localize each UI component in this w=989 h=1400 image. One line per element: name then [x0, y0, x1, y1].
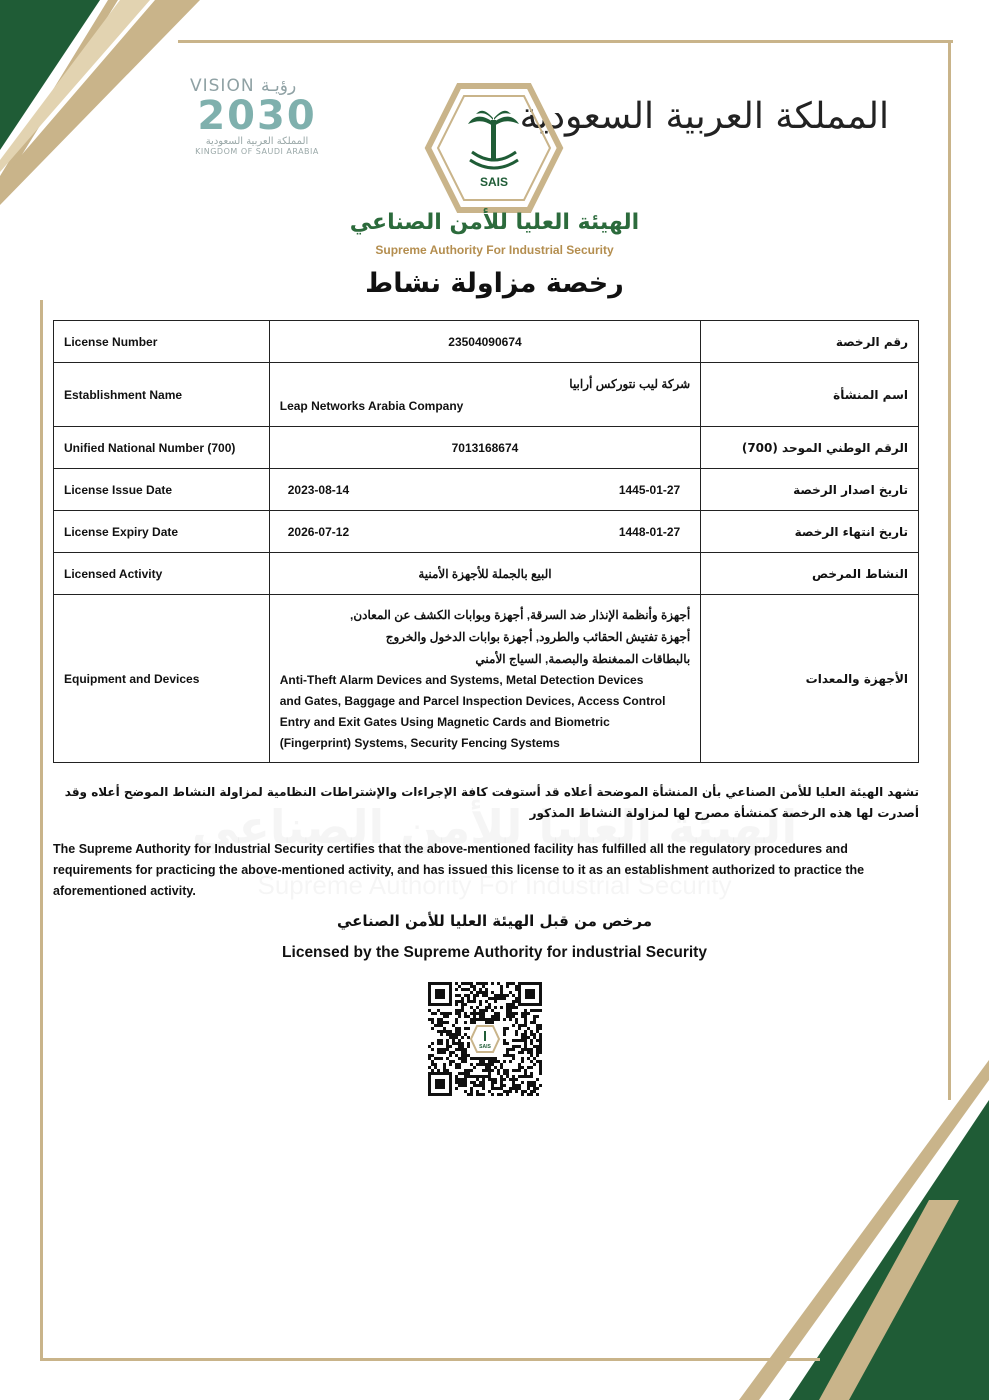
equipment-value-ar: [280, 604, 690, 670]
kingdom-title: المملكة العربية السعودية: [519, 96, 889, 137]
equipment-ar-line: بالبطاقات الممغنطة والبصمة, السياج الأمني: [475, 651, 691, 666]
licensed-by-en: Licensed by the Supreme Authority for industrial Security: [282, 944, 707, 961]
table-row-license-number: [54, 321, 919, 363]
table-row-activity: [54, 553, 919, 595]
equipment-en-line: (Fingerprint) Systems, Security Fencing Systems: [279, 735, 560, 750]
unified-number-value: 7013168674: [269, 427, 700, 469]
activity-value: البيع بالجملة للأجهزة الأمنية: [269, 553, 700, 595]
expiry-date-hijri: 1448-01-27: [618, 524, 681, 539]
vision-year: 2030: [197, 93, 317, 139]
table-row-establishment: [54, 363, 919, 427]
frame-top-line: [178, 40, 953, 43]
activity-label-ar: النشاط المرخص: [701, 553, 919, 595]
unified-number-label-ar: الرقم الوطني الموحد (700): [701, 427, 919, 469]
frame-bottom-line: [40, 1358, 820, 1361]
certification-text-ar: تشهد الهيئة العليا للأمن الصناعي بأن المنشأة الموضحة أعلاه قد أستوفت كافة الإجراءات والإشتراطات النظامية لمزاولة النشاط الموضح أعلاه وقد أصدرت لها هذه الرخصة كمنشأة مصرح لها لمزاولة النشاط المذكور: [64, 785, 919, 820]
license-number-label: License Number: [54, 321, 270, 363]
establishment-value-en: Leap Networks Arabia Company: [279, 398, 464, 413]
issue-date-label-ar: تاريخ اصدار الرخصة: [701, 469, 919, 511]
expiry-date-gregorian: 2026-07-12: [287, 524, 350, 539]
issue-date-value: [269, 469, 700, 511]
equipment-value: [269, 595, 700, 763]
establishment-label: Establishment Name: [54, 363, 270, 427]
equipment-value-en: [280, 670, 690, 754]
vision-country-ar: المملكة العربية السعودية: [205, 136, 309, 147]
equipment-en-line: Anti-Theft Alarm Devices and Systems, Metal Detection Devices: [279, 672, 644, 687]
activity-label: Licensed Activity: [54, 553, 270, 595]
certification-text-en: The Supreme Authority for Industrial Security certifies that the above-mentioned facility has fulfilled all the regulatory procedures and requirements for practicing the above-mentioned activity, and has issued this license to it as an establishment authorized to practice the aforementioned activity.: [53, 842, 865, 898]
equipment-en-line: Entry and Exit Gates Using Magnetic Cards and Biometric: [279, 714, 610, 729]
equipment-label: Equipment and Devices: [54, 595, 270, 763]
vision-2030-logo: [182, 76, 332, 172]
equipment-ar-line: أجهزة تفتيش الحقائب والطرود, أجهزة بوابات الدخول والخروج: [385, 629, 691, 644]
expiry-date-label-ar: تاريخ انتهاء الرخصة: [701, 511, 919, 553]
emblem-label: SAIS: [479, 175, 509, 189]
frame-right-line: [948, 40, 951, 1100]
qr-center-label: SAIS: [479, 1044, 491, 1050]
vision-country-en: KINGDOM OF SAUDI ARABIA: [195, 147, 319, 156]
establishment-value: [269, 363, 700, 427]
table-row-equipment: [54, 595, 919, 763]
unified-number-label: Unified National Number (700): [54, 427, 270, 469]
licensed-by-ar: مرخص من قبل الهيئة العليا للأمن الصناعي: [336, 912, 653, 930]
license-number-label-ar: رقم الرخصة: [701, 321, 919, 363]
org-name-en: Supreme Authority For Industrial Security: [375, 243, 614, 257]
license-number-value: 23504090674: [269, 321, 700, 363]
vision-label: VISION: [190, 76, 255, 96]
qr-code-icon: [428, 982, 542, 1096]
top-left-corner-decoration: [0, 0, 200, 210]
establishment-label-ar: اسم المنشأة: [701, 363, 919, 427]
table-row-unified-number: [54, 427, 919, 469]
expiry-date-label: License Expiry Date: [54, 511, 270, 553]
equipment-ar-line: أجهزة وأنظمة الإنذار ضد السرقة, أجهزة وبوابات الكشف عن المعادن,: [350, 607, 691, 622]
issue-date-hijri: 1445-01-27: [618, 482, 681, 497]
establishment-value-ar: شركة ليب نتوركس أرابيا: [569, 376, 691, 391]
table-row-issue-date: [54, 469, 919, 511]
license-info-table: [53, 320, 919, 763]
org-name-ar: الهيئة العليا للأمن الصناعي: [349, 210, 640, 235]
vision-ar-label: رؤيـة: [260, 76, 297, 96]
issue-date-gregorian: 2023-08-14: [287, 482, 350, 497]
equipment-label-ar: الأجهزة والمعدات: [701, 595, 919, 763]
sais-emblem-icon: [424, 82, 564, 214]
table-row-expiry-date: [54, 511, 919, 553]
issue-date-label: License Issue Date: [54, 469, 270, 511]
equipment-en-line: and Gates, Baggage and Parcel Inspection Devices, Access Control: [279, 693, 666, 708]
document-title: رخصة مزاولة نشاط: [365, 268, 624, 299]
frame-left-line: [40, 300, 43, 1360]
expiry-date-value: [269, 511, 700, 553]
